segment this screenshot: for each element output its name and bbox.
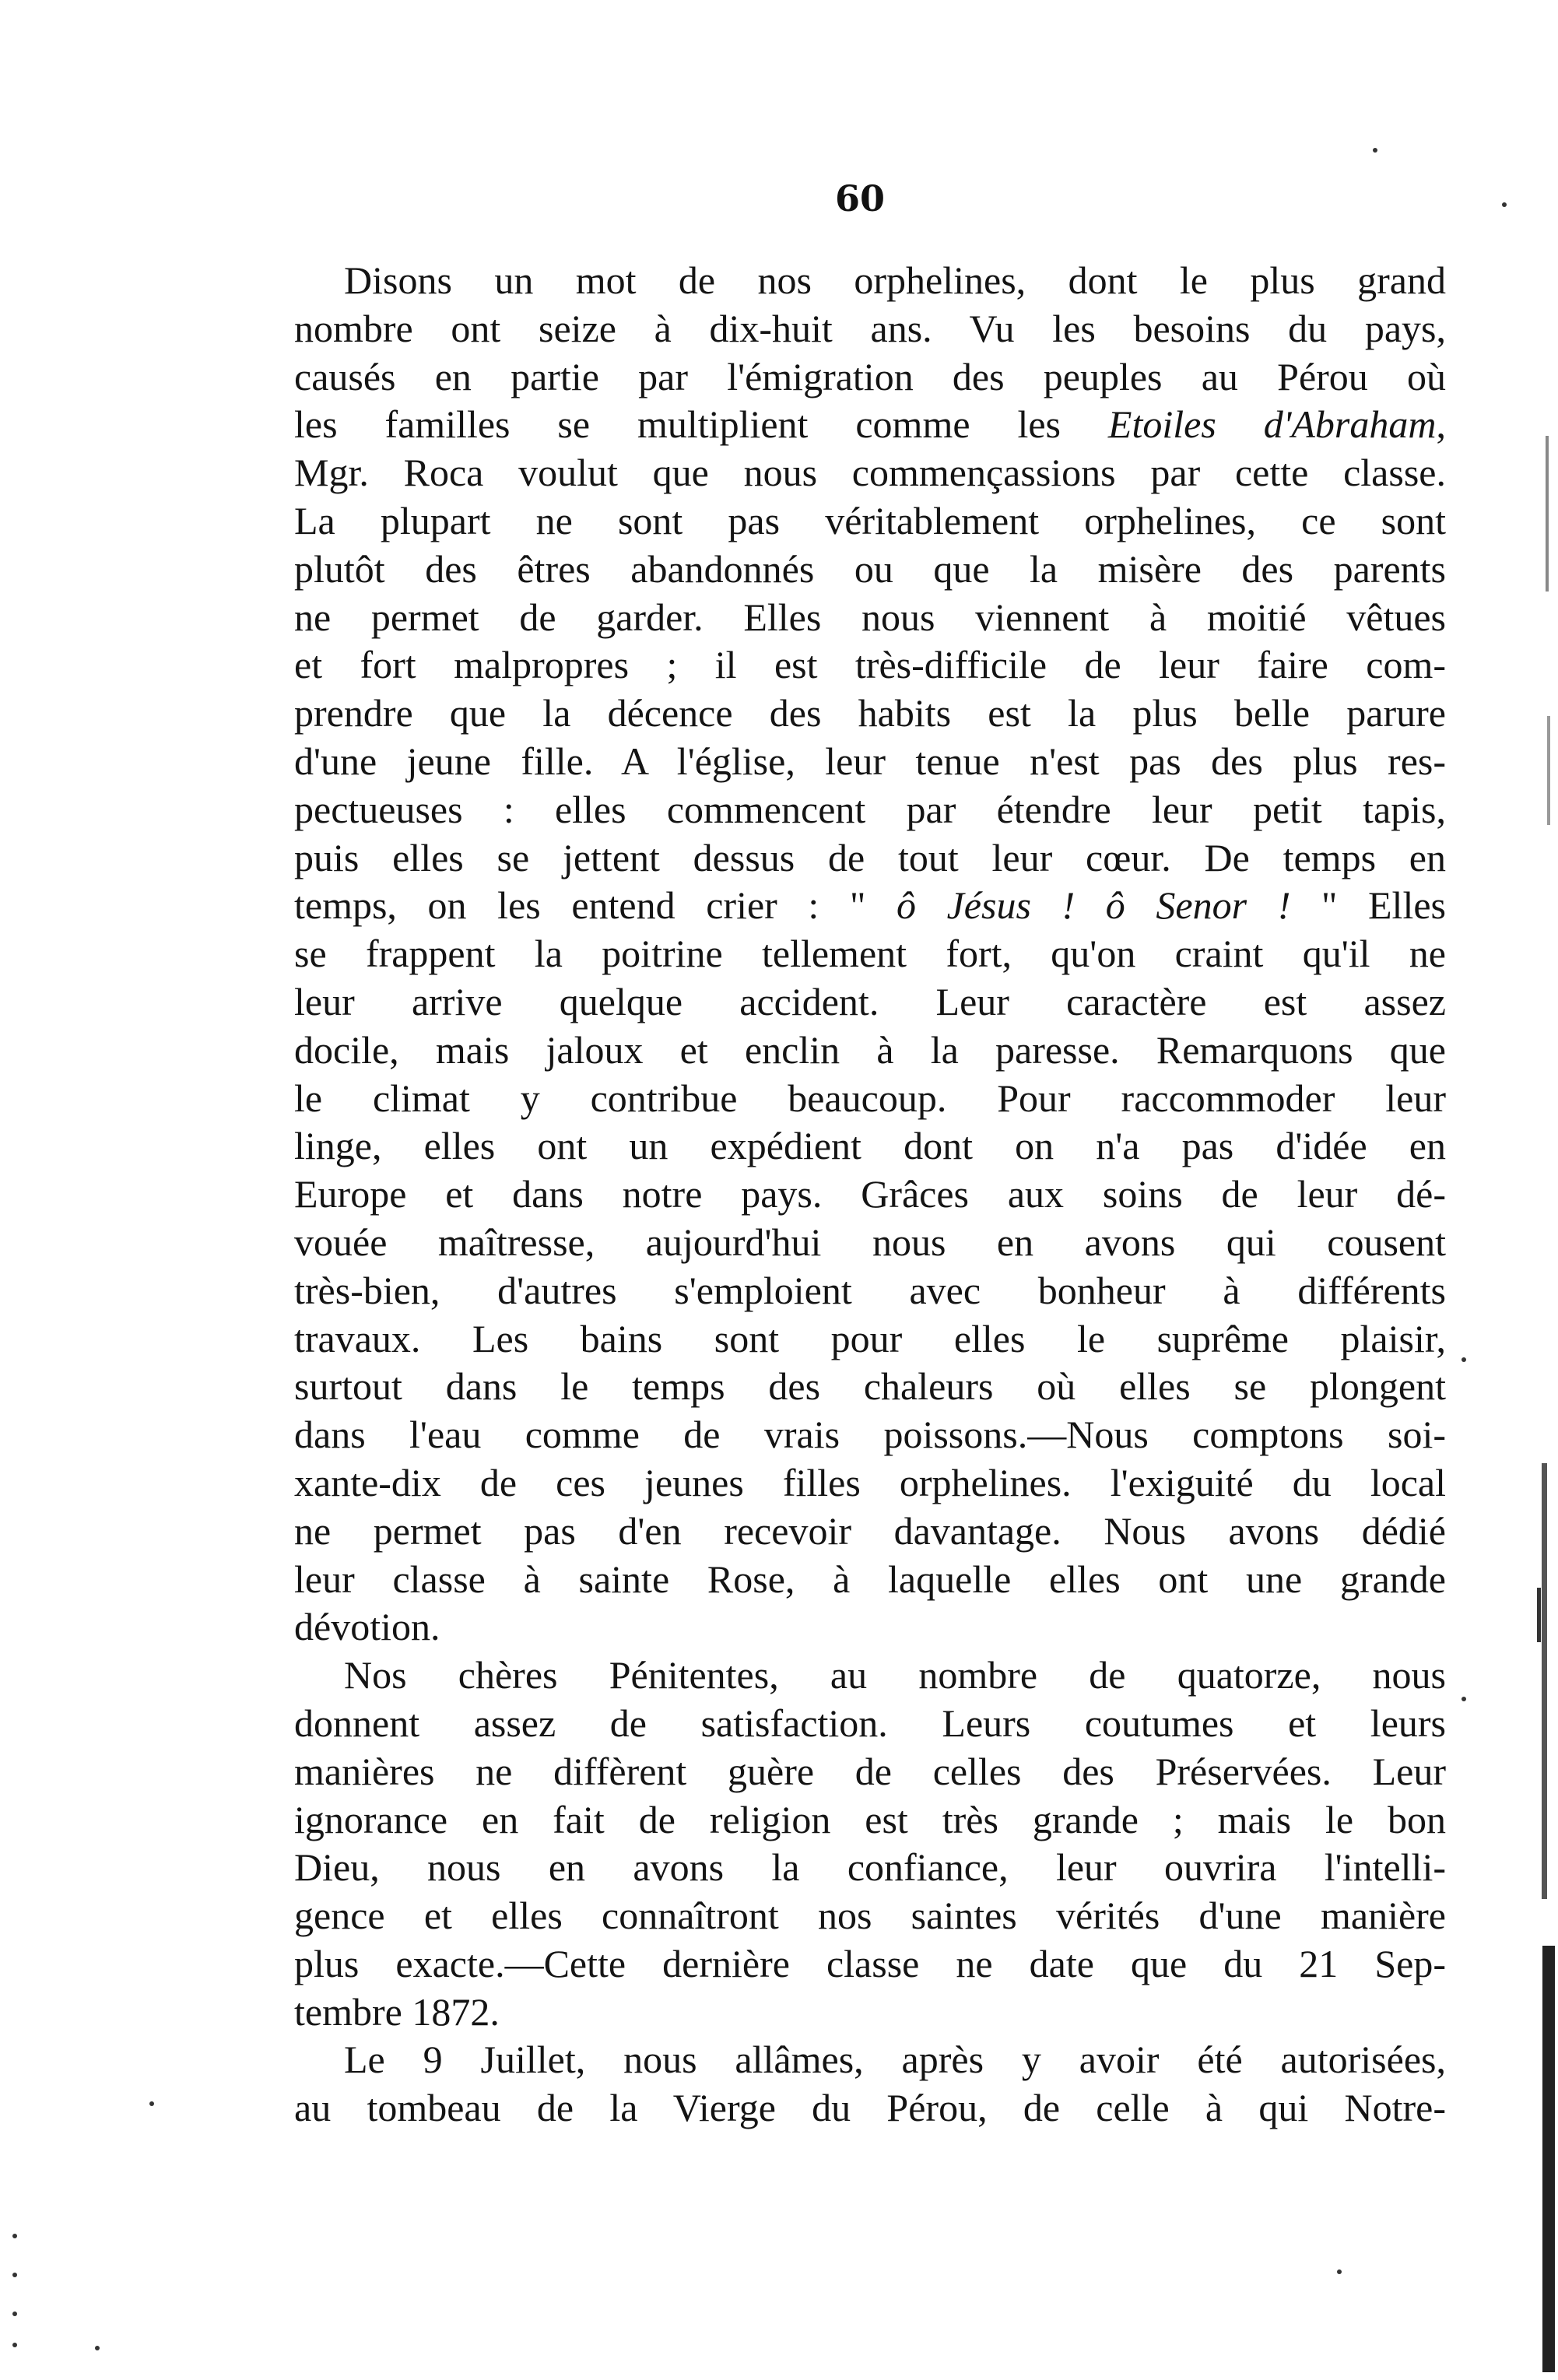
scan-speck <box>149 2101 154 2106</box>
text-line: Mgr. Roca voulut que nous commençassions par cette classe. <box>294 451 1446 495</box>
page-number: 60 <box>834 177 885 219</box>
text-line: docile, mais jaloux et enclin à la paresse. Remarquons que <box>294 1027 1446 1072</box>
text-line: linge, elles ont un expédient dont on n'a pas d'idée en <box>294 1124 1446 1168</box>
text-line: nombre ont seize à dix-huit ans. Vu les besoins du pays, <box>294 306 1446 350</box>
text-line: plutôt des êtres abandonnés ou que la misère des parents <box>294 546 1446 591</box>
text-line: au tombeau de la Vierge du Pérou, de celle à qui Notre- <box>294 2086 1446 2130</box>
text-line: manières ne diffèrent guère de celles des Préservées. Leur <box>294 1749 1446 1793</box>
text-line: d'une jeune fille. A l'église, leur tenue n'est pas des plus res- <box>294 739 1446 783</box>
scan-speck <box>1502 202 1507 207</box>
text-line: dévotion. <box>294 1605 440 1649</box>
scan-speck <box>95 2346 100 2350</box>
text-line: se frappent la poitrine tellement fort, qu'on craint qu'il ne <box>294 932 1446 976</box>
scan-speck <box>12 2234 17 2238</box>
text-line: prendre que la décence des habits est la plus belle parure <box>294 691 1446 735</box>
text-line: puis elles se jettent dessus de tout leur cœur. De temps en <box>294 835 1446 879</box>
text-line: Nos chères Pénitentes, au nombre de quatorze, nous <box>344 1653 1446 1697</box>
text-line: ignorance en fait de religion est très grande ; mais le bon <box>294 1797 1446 1841</box>
text-line: Le 9 Juillet, nous allâmes, après y avoir été autorisées, <box>344 2038 1446 2082</box>
scan-edge-shadow <box>1546 436 1549 591</box>
text-line: dans l'eau comme de vrais poissons.—Nous comptons soi- <box>294 1413 1446 1457</box>
text-line: et fort malpropres ; il est très-difficile de leur faire com- <box>294 643 1446 687</box>
scan-speck <box>12 2343 17 2347</box>
text-line: leur arrive quelque accident. Leur caractère est assez <box>294 979 1446 1023</box>
text-line: causés en partie par l'émigration des peuples au Pérou où <box>294 354 1446 398</box>
text-line: gence et elles connaîtront nos saintes vérités d'une manière <box>294 1894 1446 1938</box>
text-line: leur classe à sainte Rose, à laquelle elles ont une grande <box>294 1557 1446 1601</box>
scan-edge-shadow <box>1542 1463 1547 1899</box>
text-line: plus exacte.—Cette dernière classe ne date que du 21 Sep- <box>294 1941 1446 1985</box>
scan-speck <box>1373 148 1377 153</box>
text-line: Dieu, nous en avons la confiance, leur ouvrira l'intelli- <box>294 1845 1446 1890</box>
scan-edge-shadow <box>1547 716 1550 825</box>
body-text <box>294 257 1446 2133</box>
scan-edge-shadow <box>1537 1588 1541 1642</box>
scan-speck <box>12 2312 17 2316</box>
text-line: tembre 1872. <box>294 1989 500 2034</box>
text-line: travaux. Les bains sont pour elles le suprême plaisir, <box>294 1316 1446 1360</box>
text-line: xante-dix de ces jeunes filles orphelines. l'exiguité du local <box>294 1460 1446 1504</box>
text-line: surtout dans le temps des chaleurs où elles se plongent <box>294 1364 1446 1409</box>
text-line: ne permet de garder. Elles nous viennent à moitié vêtues <box>294 595 1446 639</box>
text-line: La plupart ne sont pas véritablement orphelines, ce sont <box>294 498 1446 542</box>
text-line: temps, on les entend crier : " ô Jésus ! ô Senor ! " Elles <box>294 883 1446 928</box>
text-line: pectueuses : elles commencent par étendre leur petit tapis, <box>294 787 1446 831</box>
scan-speck <box>1337 2269 1342 2274</box>
text-line: les familles se multiplient comme les Etoiles d'Abraham, <box>294 402 1446 447</box>
scan-speck <box>1462 1697 1466 1701</box>
scan-speck <box>1462 1357 1466 1362</box>
scan-speck <box>12 2273 17 2277</box>
text-line: Europe et dans notre pays. Grâces aux soins de leur dé- <box>294 1172 1446 1216</box>
text-line: donnent assez de satisfaction. Leurs coutumes et leurs <box>294 1701 1446 1745</box>
text-line: très-bien, d'autres s'emploient avec bonheur à différents <box>294 1268 1446 1312</box>
text-line: le climat y contribue beaucoup. Pour raccommoder leur <box>294 1076 1446 1120</box>
text-line: ne permet pas d'en recevoir davantage. Nous avons dédié <box>294 1508 1446 1553</box>
scan-edge-shadow <box>1542 1946 1555 2372</box>
text-line: vouée maîtresse, aujourd'hui nous en avons qui cousent <box>294 1220 1446 1264</box>
text-line: Disons un mot de nos orphelines, dont le plus grand <box>344 258 1446 302</box>
